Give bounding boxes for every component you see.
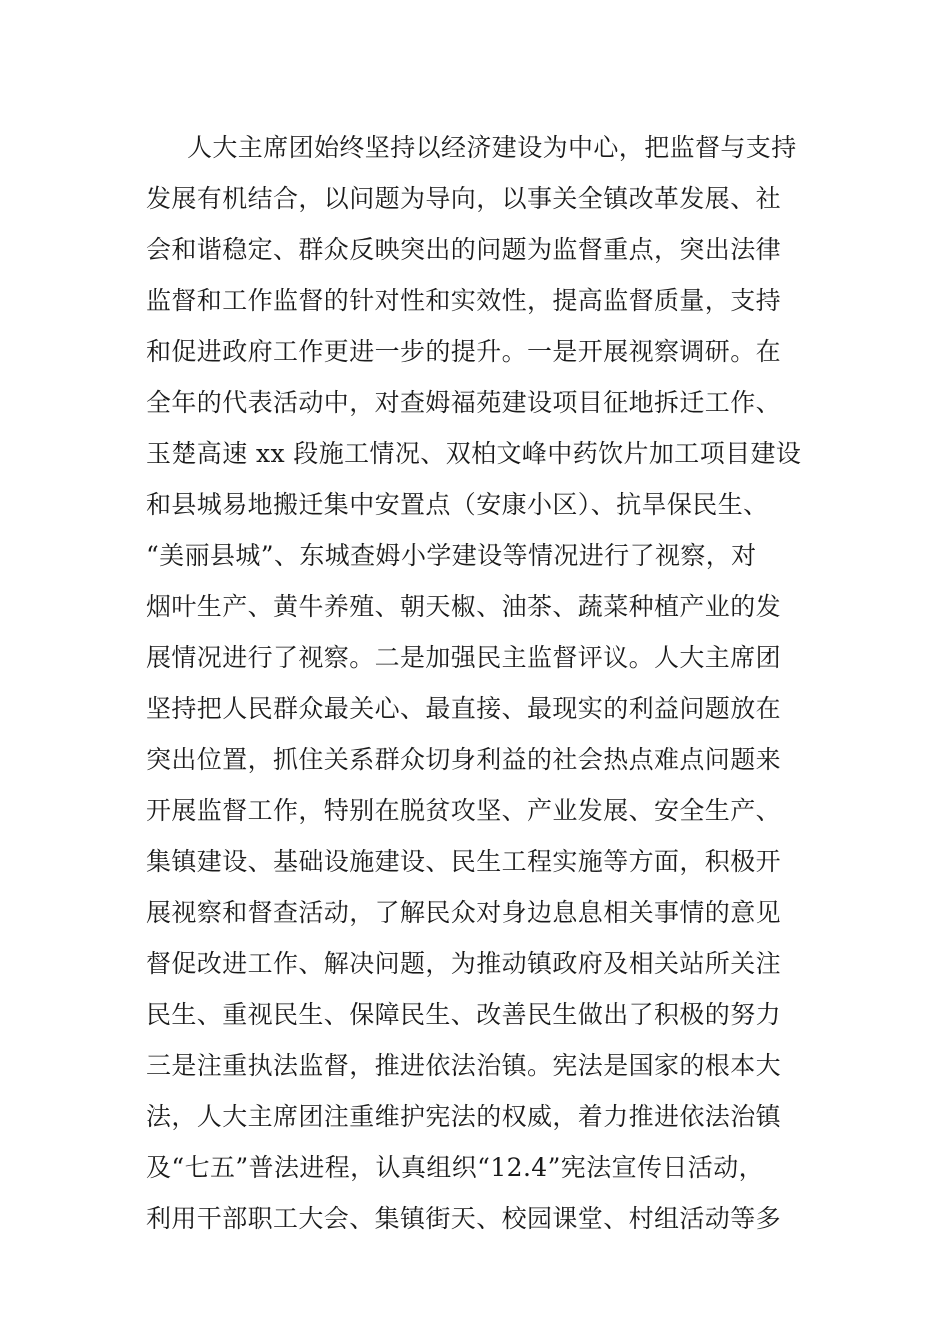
- text-line: “美丽县城”、东城查姆小学建设等情况进行了视察，对: [146, 541, 757, 570]
- text-line: 集镇建设、基础设施建设、民生工程实施等方面，积极开: [146, 847, 782, 876]
- text-line: 监督和工作监督的针对性和实效性，提高监督质量，支持: [146, 286, 782, 315]
- text-line: 人大主席团始终坚持以经济建设为中心，把监督与支持: [187, 133, 797, 162]
- text-line: 和促进政府工作更进一步的提升。一是开展视察调研。在: [146, 337, 782, 366]
- text-line: 烟叶生产、黄牛养殖、朝天椒、油茶、蔬菜种植产业的发: [146, 592, 782, 621]
- text-line: 坚持把人民群众最关心、最直接、最现实的利益问题放在: [146, 694, 782, 723]
- text-line: 督促改进工作、解决问题，为推动镇政府及相关站所关注: [146, 949, 782, 978]
- text-line: 民生、重视民生、保障民生、改善民生做出了积极的努力: [146, 1000, 782, 1029]
- text-line: 法，人大主席团注重维护宪法的权威，着力推进依法治镇: [146, 1102, 782, 1131]
- text-line: 展情况进行了视察。二是加强民主监督评议。人大主席团: [146, 643, 782, 672]
- text-line: 利用干部职工大会、集镇街天、校园课堂、村组活动等多: [146, 1204, 782, 1233]
- text-line: 展视察和督查活动，了解民众对身边息息相关事情的意见: [146, 898, 782, 927]
- text-line: 会和谐稳定、群众反映突出的问题为监督重点，突出法律: [146, 235, 782, 264]
- text-line: 及“七五”普法进程，认真组织“12.4”宪法宣传日活动，: [146, 1153, 764, 1182]
- text-line: 发展有机结合，以问题为导向，以事关全镇改革发展、社: [146, 184, 782, 213]
- text-line: 玉楚高速 xx 段施工情况、双柏文峰中药饮片加工项目建设: [146, 439, 802, 468]
- text-line: 突出位置，抓住关系群众切身利益的社会热点难点问题来: [146, 745, 782, 774]
- text-line: 三是注重执法监督，推进依法治镇。宪法是国家的根本大: [146, 1051, 782, 1080]
- text-line: 和县城易地搬迁集中安置点（安康小区）、抗旱保民生、: [146, 490, 769, 519]
- text-line: 开展监督工作，特别在脱贫攻坚、产业发展、安全生产、: [146, 796, 782, 825]
- text-line: 全年的代表活动中，对查姆福苑建设项目征地拆迁工作、: [146, 388, 782, 417]
